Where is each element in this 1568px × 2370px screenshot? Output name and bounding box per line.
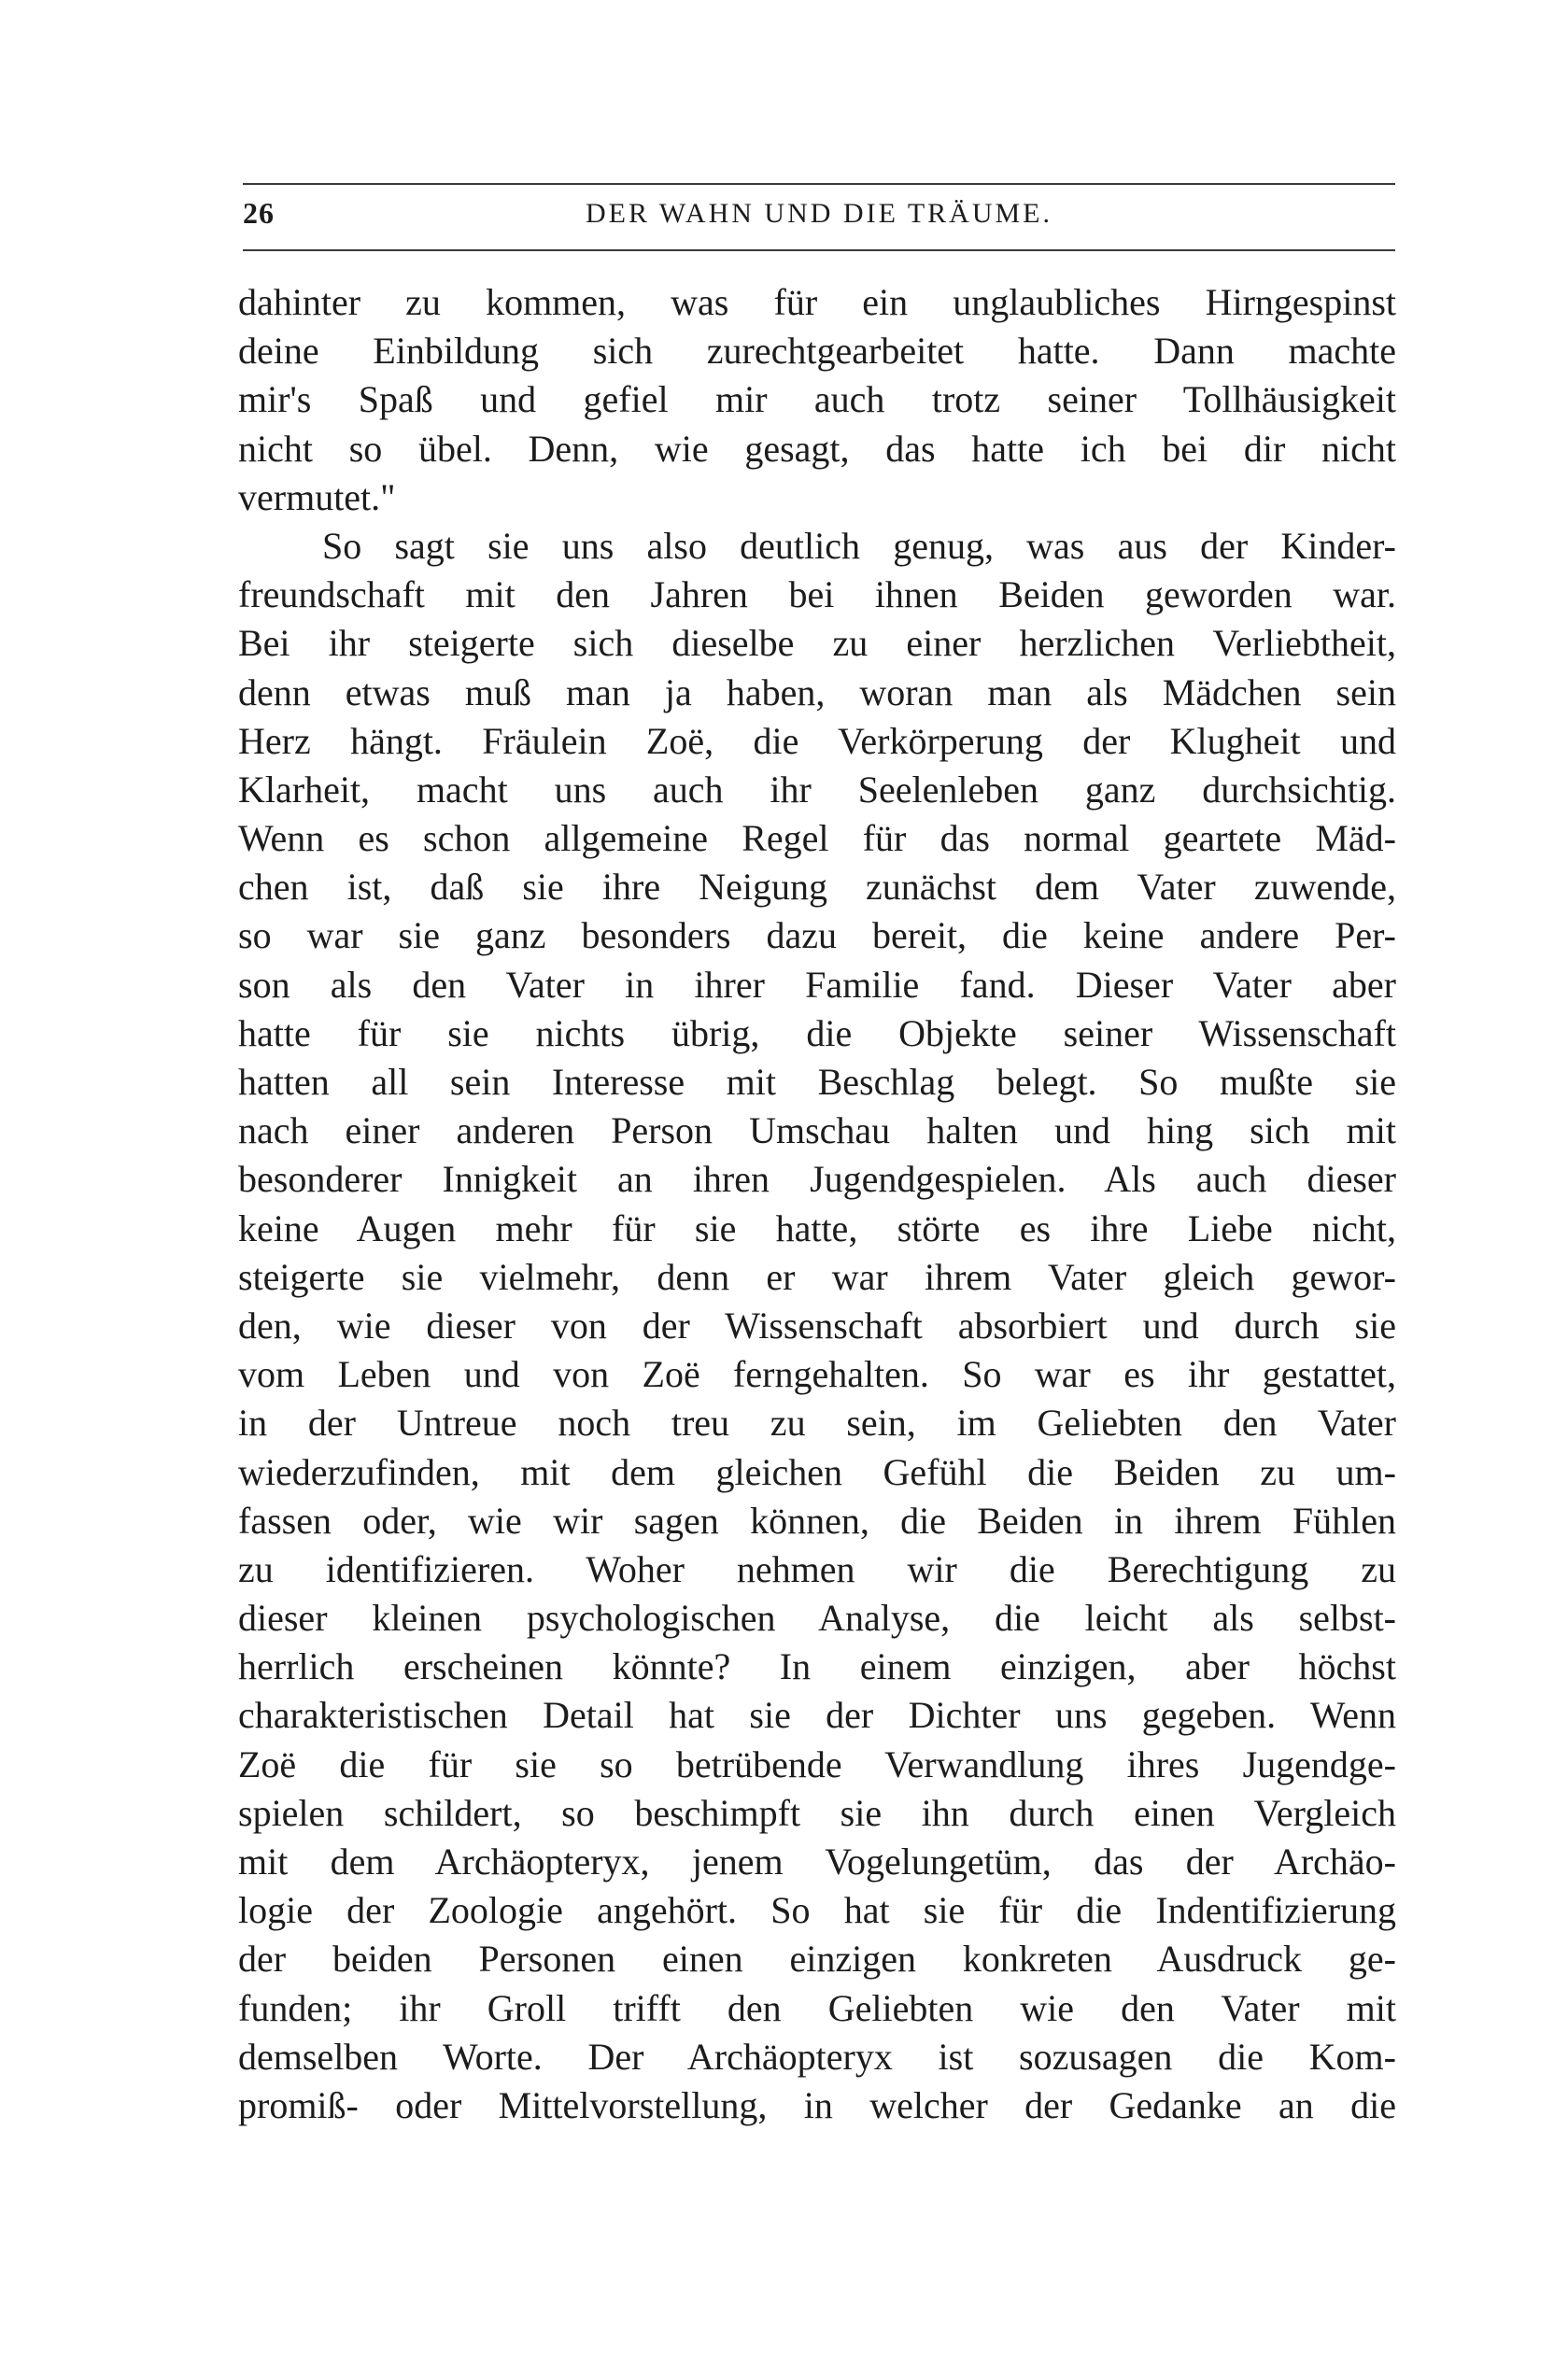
text-line: Bei ihr steigerte sich dieselbe zu einer herzlichen Verliebtheit, bbox=[238, 622, 1396, 665]
text-line: Wenn es schon allgemeine Regel für das normal geartete Mäd- bbox=[238, 817, 1396, 860]
text-line: der beiden Personen einen einzigen konkreten Ausdruck ge- bbox=[238, 1938, 1396, 1981]
text-line: hatte für sie nichts übrig, die Objekte seiner Wissenschaft bbox=[238, 1011, 1396, 1054]
text-line: mir's Spaß und gefiel mir auch trotz seiner Tollhäusigkeit bbox=[238, 378, 1396, 421]
header-rule-bottom bbox=[243, 249, 1395, 251]
body-text bbox=[238, 278, 1396, 2130]
text-line: dahinter zu kommen, was für ein unglaubliches Hirngespinst bbox=[238, 281, 1396, 323]
text-line: herrlich erscheinen könnte? In einem einzigen, aber höchst bbox=[238, 1645, 1396, 1688]
text-line: logie der Zoologie angehört. So hat sie für die Indentifizierung bbox=[238, 1889, 1396, 1932]
text-line: zu identifizieren. Woher nehmen wir die Berechtigung zu bbox=[238, 1547, 1396, 1590]
running-title: DER WAHN UND DIE TRÄUME. bbox=[585, 198, 1053, 229]
text-line: nicht so übel. Denn, wie gesagt, das hatte ich bei dir nicht bbox=[238, 427, 1396, 470]
text-line: deine Einbildung sich zurechtgearbeitet hatte. Dann machte bbox=[238, 330, 1396, 373]
text-line: freundschaft mit den Jahren bei ihnen Beiden geworden war. bbox=[238, 573, 1396, 616]
text-line: So sagt sie uns also deutlich genug, was aus der Kinder- bbox=[322, 524, 1396, 567]
text-line: vom Leben und von Zoë ferngehalten. So war es ihr gestattet, bbox=[238, 1353, 1396, 1396]
text-line: promiß- oder Mittelvorstellung, in welcher der Gedanke an die bbox=[238, 2083, 1396, 2126]
text-line: dieser kleinen psychologischen Analyse, die leicht als selbst- bbox=[238, 1597, 1396, 1640]
text-line: vermutet." bbox=[238, 475, 396, 518]
text-line: demselben Worte. Der Archäopteryx ist sozusagen die Kom- bbox=[238, 2035, 1396, 2078]
header-rule-top bbox=[243, 183, 1395, 185]
text-line: chen ist, daß sie ihre Neigung zunächst dem Vater zuwende, bbox=[238, 866, 1396, 909]
text-line: so war sie ganz besonders dazu bereit, die keine andere Per- bbox=[238, 914, 1396, 957]
text-line: wiederzufinden, mit dem gleichen Gefühl die Beiden zu um- bbox=[238, 1450, 1396, 1493]
text-line: Zoë die für sie so betrübende Verwandlung ihres Jugendge- bbox=[238, 1742, 1396, 1785]
page-number: 26 bbox=[243, 196, 275, 230]
text-line: den, wie dieser von der Wissenschaft absorbiert und durch sie bbox=[238, 1304, 1396, 1347]
text-line: spielen schildert, so beschimpft sie ihn durch einen Vergleich bbox=[238, 1791, 1396, 1834]
text-line: Herz hängt. Fräulein Zoë, die Verkörperung der Klugheit und bbox=[238, 719, 1396, 762]
text-line: denn etwas muß man ja haben, woran man als Mädchen sein bbox=[238, 670, 1396, 713]
text-line: besonderer Innigkeit an ihren Jugendgespielen. Als auch dieser bbox=[238, 1158, 1396, 1201]
text-line: keine Augen mehr für sie hatte, störte es ihre Liebe nicht, bbox=[238, 1206, 1396, 1249]
text-line: fassen oder, wie wir sagen können, die Beiden in ihrem Fühlen bbox=[238, 1499, 1396, 1542]
text-line: hatten all sein Interesse mit Beschlag belegt. So mußte sie bbox=[238, 1061, 1396, 1103]
text-line: Klarheit, macht uns auch ihr Seelenleben ganz durchsichtig. bbox=[238, 768, 1396, 811]
text-line: funden; ihr Groll trifft den Geliebten wie den Vater mit bbox=[238, 1986, 1396, 2029]
text-line: steigerte sie vielmehr, denn er war ihrem Vater gleich gewor- bbox=[238, 1255, 1396, 1298]
text-line: charakteristischen Detail hat sie der Dichter uns gegeben. Wenn bbox=[238, 1694, 1396, 1737]
page-header bbox=[243, 196, 1395, 241]
text-line: son als den Vater in ihrer Familie fand. Dieser Vater aber bbox=[238, 963, 1396, 1006]
text-line: nach einer anderen Person Umschau halten und hing sich mit bbox=[238, 1109, 1396, 1152]
text-line: in der Untreue noch treu zu sein, im Geliebten den Vater bbox=[238, 1402, 1396, 1445]
text-line: mit dem Archäopteryx, jenem Vogelungetüm, das der Archäo- bbox=[238, 1841, 1396, 1883]
